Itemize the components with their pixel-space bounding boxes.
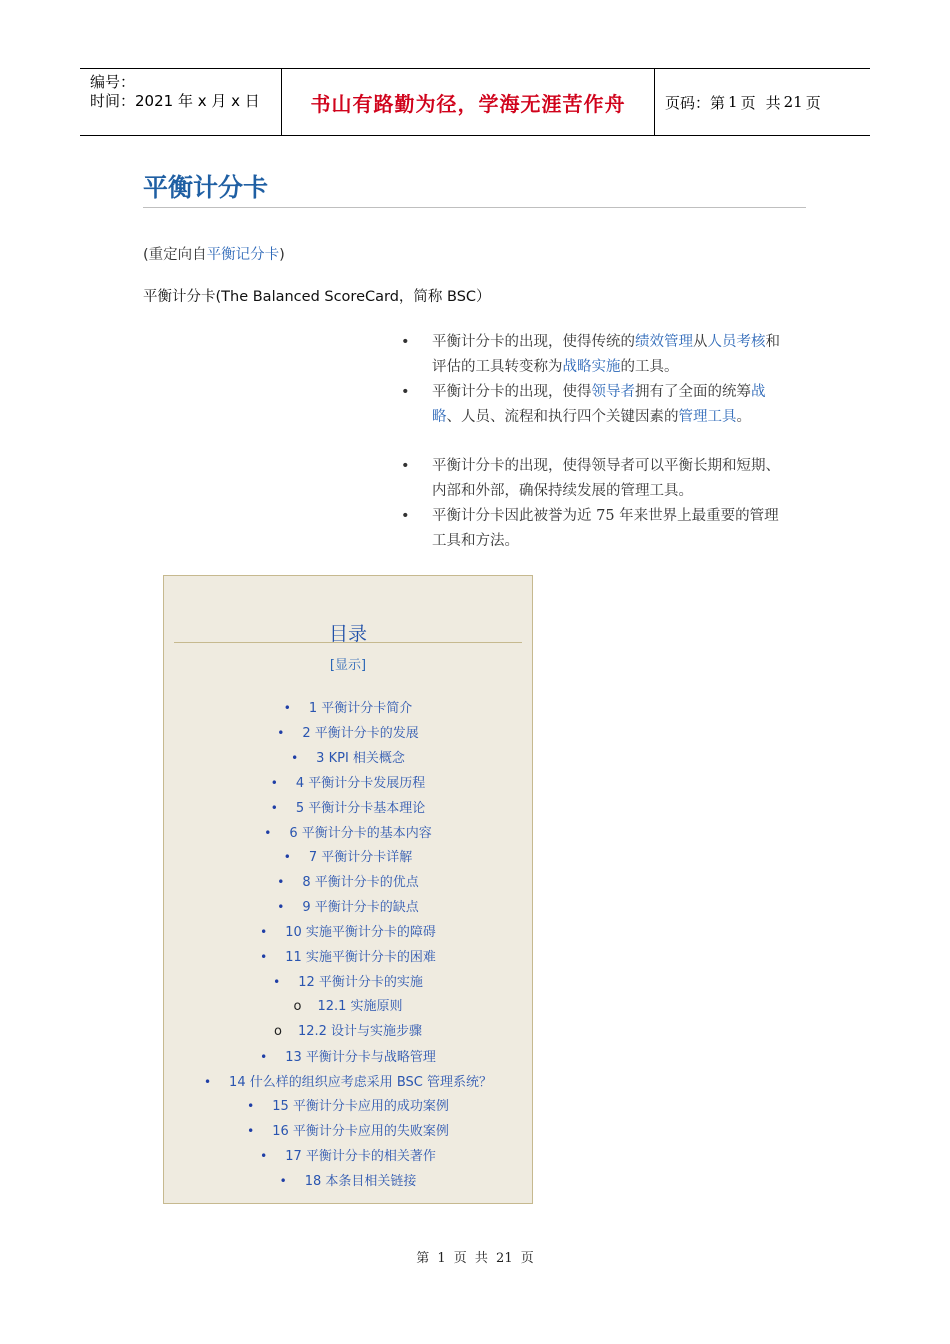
toc-item-label[interactable]: 9 平衡计分卡的缺点 [302,900,419,916]
toc-item-label[interactable]: 2 平衡计分卡的发展 [302,725,419,741]
toc-title: 目录 [328,623,367,645]
title-divider [143,207,806,208]
toc-item-marker: • [283,850,291,865]
link-strategy-implementation[interactable]: 战略实施 [562,359,621,375]
link-strategy[interactable]: 战略 [432,384,766,425]
toc-item-label[interactable]: 10 实施平衡计分卡的障碍 [285,925,436,941]
link-performance-management[interactable]: 绩效管理 [635,334,693,350]
toc-item-marker: • [273,974,281,989]
bullet-item [398,330,790,380]
toc-item[interactable] [164,1172,532,1191]
bullet-item: • 平衡计分卡的出现，使得领导者可以平衡长期和短期、内部和外部，确保持续发展的管理工具。 [398,454,790,504]
toc-item-label[interactable]: 1 平衡计分卡简介 [308,701,413,716]
toc-item-label[interactable]: 18 本条目相关链接 [304,1174,417,1190]
page-title: 平衡计分卡 [143,173,269,202]
bullet-text: 。 [736,409,751,425]
page-current: 1 [728,93,738,111]
toc-item-marker: • [260,925,268,940]
toc-item-label[interactable]: 14 什么样的组织应考虑采用 BSC 管理系统？ [229,1074,493,1090]
toc-item-label[interactable]: 17 平衡计分卡的相关著作 [285,1149,436,1165]
toc-item-marker: • [277,875,285,890]
toc-item-label[interactable]: 8 平衡计分卡的优点 [302,875,419,891]
toc-item-marker: • [260,1049,268,1064]
link-management-tools[interactable]: 管理工具 [678,409,737,425]
bullet-text: 拥有了全面的统筹 [635,384,751,400]
bullet-text: 的工具。 [620,359,679,375]
toc-item-marker: • [260,950,268,964]
bullet-text: 平衡计分卡的出现，使得 [432,384,592,400]
toc-item[interactable] [164,848,532,867]
toc-item[interactable] [164,774,532,793]
toc-item[interactable] [164,873,532,892]
bullet-text: 从 [693,334,708,350]
toc-item-label[interactable]: 15 平衡计分卡应用的成功案例 [272,1099,449,1115]
toc-item-marker: • [203,1074,212,1089]
toc-item-label[interactable]: 12 平衡计分卡的实施 [298,974,423,990]
toc-item-marker: • [260,1149,268,1164]
toc-toggle-button[interactable]: [显示] [329,658,367,673]
toc-item[interactable] [164,1097,532,1116]
toc-divider [174,642,522,643]
time-label: 时间：2021 年 x 月 x 日 [90,92,260,110]
toc-item[interactable] [164,1122,532,1141]
toc-item[interactable] [164,1147,532,1166]
toc-item-label[interactable]: 4 平衡计分卡发展历程 [295,775,426,791]
toc-item[interactable] [164,724,532,743]
toc-item-marker: o [293,998,302,1014]
page-total: 21 [783,93,803,111]
toc-item[interactable] [164,799,532,818]
toc-item[interactable] [164,923,532,942]
table-of-contents [163,575,533,1204]
toc-item-marker: • [247,1124,255,1139]
toc-item-marker: • [291,750,299,765]
header-page-number [655,69,870,135]
toc-item[interactable] [164,973,532,992]
redirect-note [143,243,285,264]
link-personnel-assessment[interactable]: 人员考核 [707,334,766,350]
redirect-suffix: ) [279,247,285,263]
document-header [80,68,870,136]
toc-item-label[interactable]: 5 平衡计分卡基本理论 [295,800,426,816]
bullet-item [398,380,790,430]
toc-item-marker: • [270,800,278,815]
number-label: 编号： [90,73,136,91]
bullet-text: 、人员、流程和执行四个关键因素的 [446,409,679,425]
toc-item-marker: • [277,725,285,740]
motto: 书山有路勤为径，学海无涯苦作舟 [310,91,626,116]
toc-item-marker: • [247,1099,255,1114]
toc-item[interactable] [164,1048,532,1067]
header-motto-cell [282,69,655,135]
toc-item-label[interactable]: 3 KPI 相关概念 [316,750,405,766]
toc-item-label[interactable]: 7 平衡计分卡详解 [308,850,413,866]
toc-item-marker: • [283,701,291,715]
page-suffix: 页 [805,93,821,112]
toc-item[interactable] [164,824,532,843]
bullet-text: 和评估的工具转变称为 [432,334,780,375]
bullet-text: 平衡计分卡的出现，使得传统的 [432,334,635,350]
summary-bullet-list [398,330,790,554]
toc-item-marker: • [270,775,278,790]
header-meta [80,69,282,135]
toc-item-label[interactable]: 13 平衡计分卡与战略管理 [285,1049,436,1065]
toc-item-marker: • [264,825,272,840]
toc-item-label[interactable]: 11 实施平衡计分卡的困难 [285,950,436,965]
redirect-prefix: (重定向自 [143,247,207,263]
toc-item-label[interactable]: 12.2 设计与实施步骤 [297,1023,423,1039]
page-prefix: 页码：第 [665,93,726,112]
page-footer: 第 1 页 共 21 页 [416,1251,534,1266]
bullet-item: • 平衡计分卡因此被誉为近 75 年来世界上最重要的管理工具和方法。 [398,504,790,554]
toc-item[interactable] [164,898,532,917]
toc-item-marker: • [277,900,285,915]
toc-item-label[interactable]: 12.1 实施原则 [317,998,403,1014]
toc-item[interactable] [164,749,532,768]
intro-line: 平衡计分卡(The Balanced ScoreCard，简称 BSC） [143,289,491,305]
toc-item-marker: o [273,1023,282,1039]
toc-item-label[interactable]: 6 平衡计分卡的基本内容 [289,825,432,841]
toc-item[interactable] [164,1073,532,1092]
toc-item[interactable] [164,1023,532,1041]
page-total-prefix: 共 [765,93,781,112]
toc-item-label[interactable]: 16 平衡计分卡应用的失败案例 [272,1124,449,1140]
toc-item[interactable] [164,948,532,967]
redirect-link[interactable]: 平衡记分卡 [206,247,280,263]
toc-item[interactable] [164,699,532,718]
toc-item-marker: • [279,1174,287,1189]
link-leader[interactable]: 领导者 [591,384,635,400]
page-mid: 页 [740,93,756,112]
toc-item[interactable] [164,998,532,1016]
